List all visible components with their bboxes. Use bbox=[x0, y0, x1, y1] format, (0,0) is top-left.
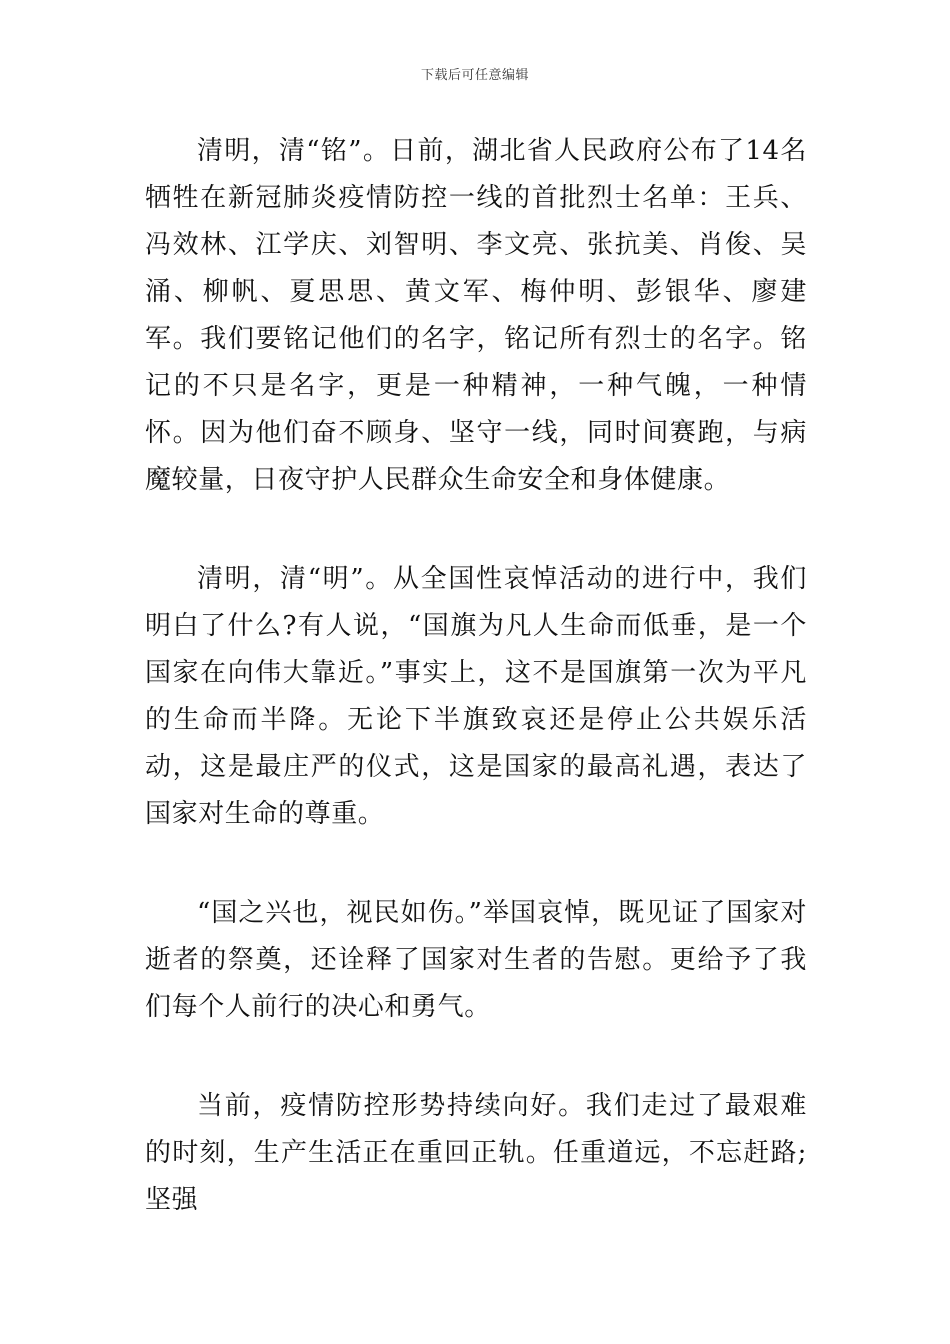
paragraph-3: “国之兴也，视民如伤。”举国哀悼，既见证了国家对逝者的祭奠，还诠释了国家对生者的告慰。更给予了我们每个人前行的决心和勇气。 bbox=[145, 898, 807, 1022]
paragraph-4: 当前，疫情防控形势持续向好。我们走过了最艰难的时刻，生产生活正在重回正轨。任重道远，不忘赶路;坚强 bbox=[145, 1091, 807, 1215]
document-body bbox=[145, 128, 807, 1276]
paragraph-1: 清明，清“铭”。日前，湖北省人民政府公布了14名牺牲在新冠肺炎疫情防控一线的首批烈士名单：王兵、冯效林、江学庆、刘智明、李文亮、张抗美、肖俊、吴涌、柳帆、夏思思、黄文军、梅仲明、彭银华、廖建军。我们要铭记他们的名字，铭记所有烈士的名字。铭记的不只是名字，更是一种精神，一种气魄，一种情怀。因为他们奋不顾身、坚守一线，同时间赛跑，与病魔较量，日夜守护人民群众生命安全和身体健康。 bbox=[145, 136, 807, 495]
paragraph-2: 清明，清“明”。从全国性哀悼活动的进行中，我们明白了什么?有人说，“国旗为凡人生命而低垂，是一个国家在向伟大靠近。”事实上，这不是国旗第一次为平凡的生命而半降。无论下半旗致哀还是停止公共娱乐活动，这是最庄严的仪式，这是国家的最高礼遇，表达了国家对生命的尊重。 bbox=[145, 564, 807, 829]
page-header: 下载后可任意编辑 bbox=[420, 68, 529, 83]
